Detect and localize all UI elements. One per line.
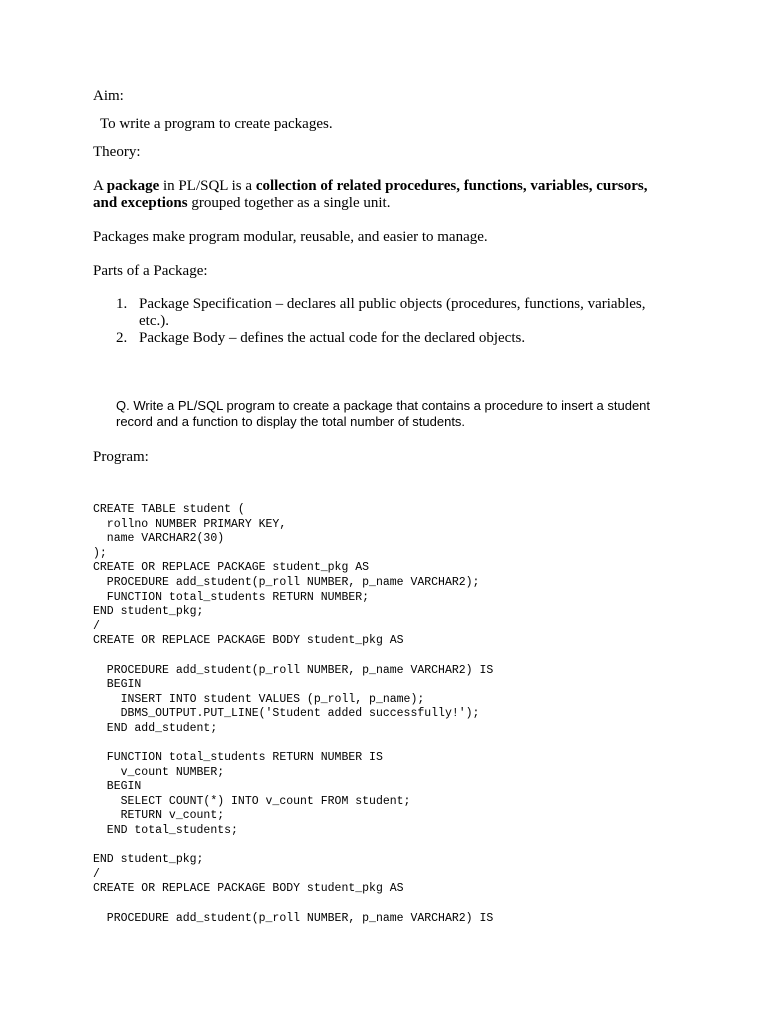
- list-item: [93, 296, 673, 330]
- bold-term-package: package: [106, 178, 160, 194]
- program-heading: Program:: [93, 449, 149, 465]
- parts-heading: Parts of a Package:: [93, 263, 208, 279]
- code-block: CREATE TABLE student ( rollno NUMBER PRIMARY KEY, name VARCHAR2(30) ); CREATE OR REPLACE PACKAGE student_pkg AS PROCEDURE add_student(p_roll NUMBER, p_name VARCHAR2); FUNCTION total_students RETURN NUMBER; END student_pkg; / CREATE OR REPLACE PACKAGE BODY student_pkg AS PROCEDURE add_student(p_roll NUMBER, p_name VARCHAR2) IS BEGIN INSERT INTO student VALUES (p_roll, p_name); DBMS_OUTPUT.PUT_LINE('Student added successfully!'); END add_student; FUNCTION total_students RETURN NUMBER IS v_count NUMBER; BEGIN SELECT COUNT(*) INTO v_count FROM student; RETURN v_count; END total_students; END student_pkg; / CREATE OR REPLACE PACKAGE BODY student_pkg AS PROCEDURE add_student(p_roll NUMBER, p_name VARCHAR2) IS: [93, 503, 494, 925]
- theory-paragraph-definition: [93, 178, 673, 212]
- question-text: Q. Write a PL/SQL program to create a package that contains a procedure to insert a student record and a function to display the total number of students.: [116, 398, 651, 429]
- parts-list: [93, 296, 673, 347]
- theory-heading: Theory:: [93, 144, 141, 160]
- bold-phrase-collection: collection of related procedures, functions, variables, cursors, and exceptions: [93, 178, 648, 211]
- theory-paragraph-benefits: Packages make program modular, reusable, and easier to manage.: [93, 229, 488, 245]
- list-item: [93, 330, 673, 347]
- list-item-text: Package Specification – declares all public objects (procedures, functions, variables, etc.).: [139, 296, 646, 329]
- text-run: grouped together as a single unit.: [187, 195, 391, 211]
- text-run: in PL/SQL is a: [159, 178, 256, 194]
- list-number: 1.: [116, 296, 128, 312]
- text-run: A: [93, 178, 107, 194]
- list-number: 2.: [116, 330, 128, 346]
- list-item-text: Package Body – defines the actual code for the declared objects.: [139, 330, 526, 346]
- aim-heading: Aim:: [93, 88, 124, 104]
- aim-text: To write a program to create packages.: [100, 116, 333, 132]
